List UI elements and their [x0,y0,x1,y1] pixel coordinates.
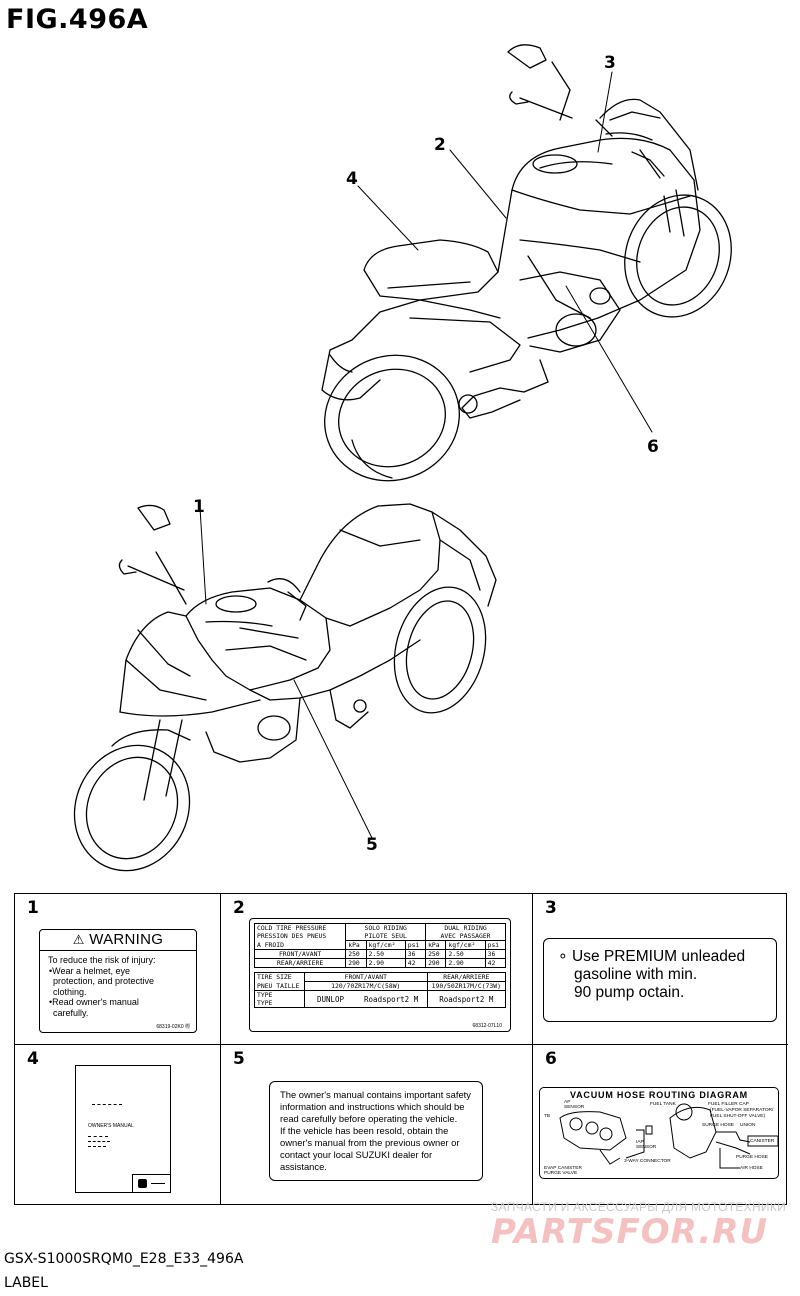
suzuki-logo-icon [138,1179,147,1188]
tp-header-cell: PILOTE SEUL [346,932,426,941]
part-label: AP [564,1100,571,1105]
manual-footer-rule [151,1183,165,1184]
tp-value: 42 [485,959,505,968]
tp-value: 2.50 [366,950,405,959]
warning-line: carefully. [53,1007,89,1018]
cell-number: 2 [233,898,245,918]
resale-notice-label [269,1081,483,1181]
callout-3: 3 [604,53,616,73]
tp-header-cell: DUAL RIDING [426,924,506,933]
part-label: (FUEL-VAPOR SEPARATOR/ [710,1108,774,1113]
warning-text [40,951,196,1018]
manual-rule [88,1136,108,1137]
tp-unit: kPa [426,941,446,950]
part-label: SURGE HOSE [702,1123,734,1128]
notice-line: owner's manual from the previous owner or [280,1137,460,1148]
manual-title: OWNER'S MANUAL [88,1123,134,1129]
warning-line: protection, and protective [53,976,155,986]
tp-unit: kgf/cm² [366,941,405,950]
part-label: SENSOR [636,1145,657,1150]
manual-rule [88,1146,106,1147]
lower-motorcycle [54,504,499,880]
tp-header-cell: PRESSION DES PNEUS [255,932,346,941]
tp-value: 42 [405,959,425,968]
part-label: AIR HOSE [740,1166,763,1171]
fuel-label [543,938,777,1022]
warning-line: •Wear a helmet, eye [49,965,131,976]
warning-heading [40,930,196,951]
ts-value: Roadsport2 M [427,991,505,1008]
ts-value: 120/70ZR17M/C(58W) [304,982,427,991]
manual-rule [88,1141,110,1142]
ts-label: PNEU TAILLE [255,982,305,991]
tp-value: 36 [485,950,505,959]
warning-code: 68319-02K0 標 [156,1024,190,1030]
cell-number: 3 [545,898,557,918]
part-label: TB [544,1114,551,1119]
cell-number: 4 [27,1049,39,1069]
label-cell-5 [221,1045,533,1204]
part-label: FUEL FILLER CAP [708,1102,749,1107]
ts-header: REAR/ARRIERE [427,973,505,982]
warning-label [39,929,197,1033]
callout-2: 2 [434,135,446,155]
resale-notice-text [270,1082,482,1173]
tp-header-cell: AVEC PASSAGER [426,932,506,941]
tp-value: 2.90 [366,959,405,968]
tp-value: 2.90 [446,959,485,968]
part-label: 3-WAY CONNECTOR [624,1159,671,1164]
tp-value: 250 [346,950,366,959]
ts-value: 190/50ZR17M/C(73W) [427,982,505,991]
notice-line: contact your local SUZUKI dealer for [280,1149,433,1160]
part-label: EVAP CANISTER [544,1166,582,1171]
tp-unit: kgf/cm² [446,941,485,950]
tp-header-cell: COLD TIRE PRESSURE [255,924,346,933]
notice-line: The owner's manual contains important safety [280,1089,471,1100]
ts-header: FRONT/AVANT [304,973,427,982]
part-label: FUEL SHUT-OFF VALVE) [710,1114,766,1119]
vacuum-title: VACUUM HOSE ROUTING DIAGRAM [570,1090,748,1100]
warning-title: WARNING [89,931,164,948]
label-cell-1 [15,894,221,1045]
label-grid [14,893,787,1205]
manual-footer-box [132,1174,170,1192]
ts-label: TYPE [255,991,305,1000]
tp-header-cell: A FROID [255,941,346,950]
tire-pressure-label [249,918,511,1032]
part-label: UNION [740,1123,756,1128]
tp-value: 2.50 [446,950,485,959]
fuel-label-text [544,939,776,1002]
tp-unit: psi [405,941,425,950]
watermark-brand: PARTSFOR.RU [491,1212,769,1252]
tire-size-table [254,972,506,1008]
notice-line: read carefully before operating the vehicle. [280,1113,458,1124]
callout-1: 1 [193,497,205,517]
ts-label: TYPE [255,999,305,1008]
leader-lines [200,72,652,838]
callout-6: 6 [647,437,659,457]
part-label: CANISTER [750,1139,775,1144]
tp-value: 290 [346,959,366,968]
label-cell-3 [533,894,788,1045]
tp-row-label: REAR/ARRIERE [255,959,346,968]
label-cell-2 [221,894,533,1045]
cell-number: 6 [545,1049,557,1069]
label-cell-6 [533,1045,788,1204]
warning-triangle-icon: ⚠ [72,932,85,947]
tp-value: 250 [426,950,446,959]
cell-number: 5 [233,1049,245,1069]
tire-label-code: 68312-07L10 [472,1023,502,1029]
part-label: PURGE VALVE [544,1171,578,1176]
tp-value: 290 [426,959,446,968]
fuel-line: 90 pump octain. [574,984,685,1001]
cell-number: 1 [27,898,39,918]
warning-line: To reduce the risk of injury: [48,955,156,965]
callout-5: 5 [366,835,378,855]
watermark-tagline: ЗАПЧАСТИ И АКСЕССУАРЫ ДЛЯ МОТОТЕХНИКИ [491,1200,787,1214]
manual-rule [92,1104,122,1105]
figure-title: FIG.496A [6,4,149,35]
notice-line: assistance. [280,1161,327,1172]
fuel-line: gasoline with min. [574,966,698,983]
label-cell-4 [15,1045,221,1204]
ts-value: DUNLOP Roadsport2 M [304,991,427,1008]
section-name: LABEL [4,1275,48,1291]
warning-line: clothing. [53,986,87,997]
ts-label: TIRE SIZE [255,973,305,982]
part-label: SENSOR [564,1105,585,1110]
upper-motorcycle [307,45,748,500]
tp-header-cell: SOLO RIDING [346,924,426,933]
part-label: FUEL TANK [650,1102,676,1107]
notice-line: If the vehicle has been resold, obtain the [280,1125,449,1136]
tp-row-label: FRONT/AVANT [255,950,346,959]
notice-line: information and instructions which should be [280,1101,465,1112]
fuel-line: ∘ Use PREMIUM unleaded [558,948,746,965]
tp-unit: kPa [346,941,366,950]
part-label: PURGE HOSE [736,1155,768,1160]
tp-unit: psi [485,941,505,950]
warning-line: •Read owner's manual [49,997,139,1007]
tire-pressure-table [254,923,506,968]
tp-value: 36 [405,950,425,959]
vacuum-hose-label [539,1087,779,1179]
owners-manual-booklet [75,1065,171,1193]
model-code: GSX-S1000SRQM0_E28_E33_496A [4,1251,244,1267]
callout-4: 4 [346,169,358,189]
part-label: IAP [636,1140,644,1145]
